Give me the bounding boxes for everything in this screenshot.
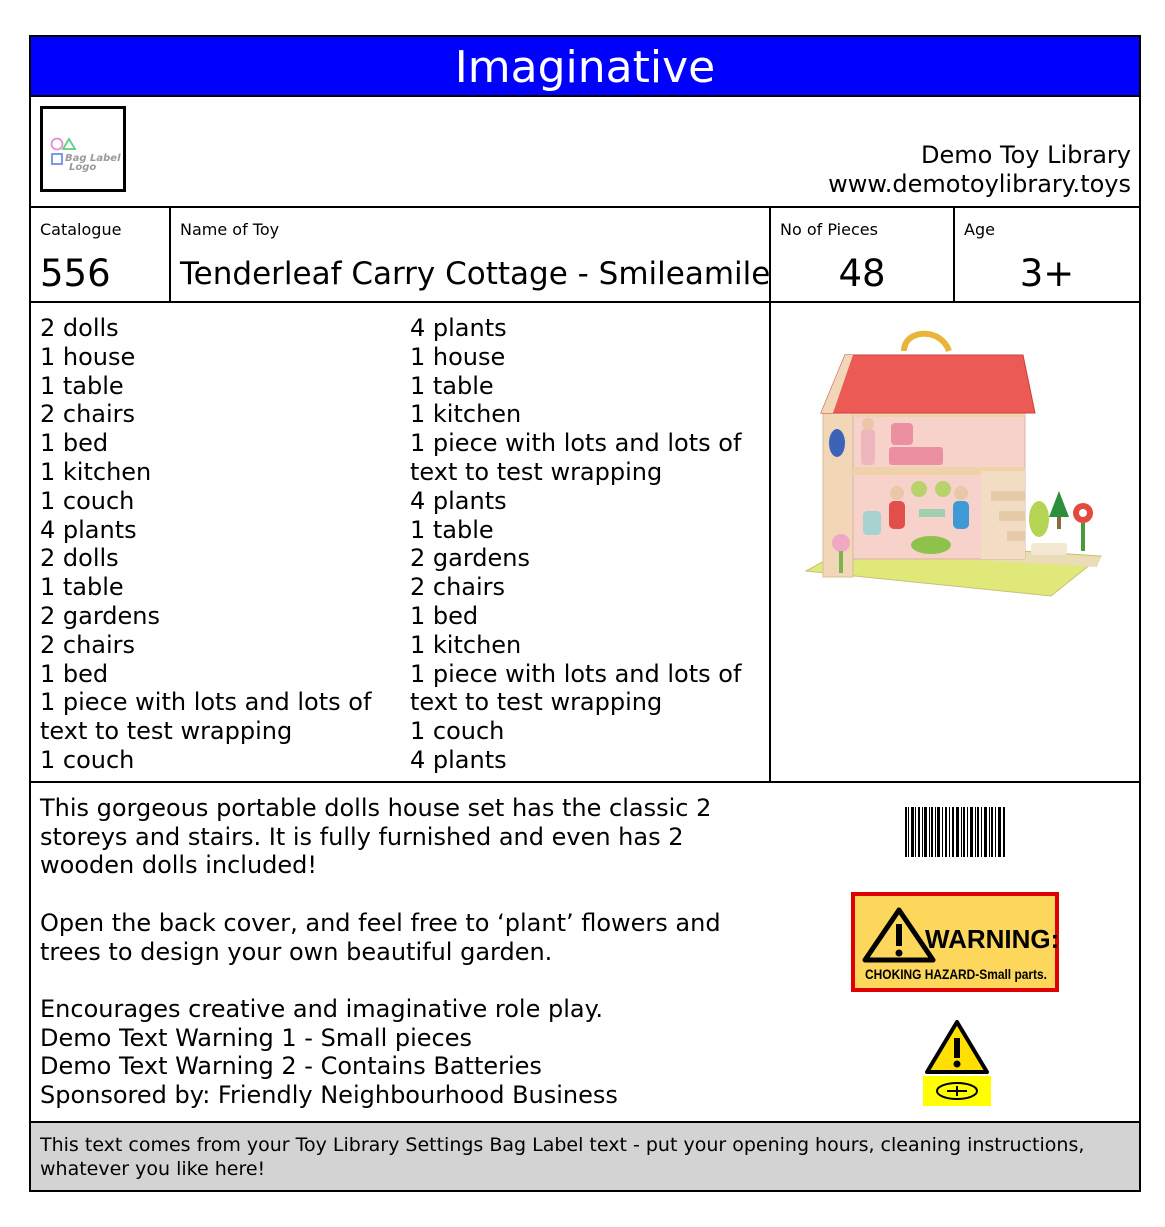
- list-item: 2 dolls: [40, 544, 119, 573]
- logo-shapes-icon: [43, 109, 123, 189]
- warning-triangle-icon: [851, 892, 1059, 992]
- list-item: 1 house: [40, 342, 136, 371]
- catalogue-number: 556: [40, 252, 111, 295]
- list-item: 1 house: [410, 342, 506, 371]
- warning-text-1: Demo Text Warning 1 - Small pieces: [40, 1023, 473, 1052]
- list-item: 2 chairs: [40, 630, 136, 659]
- list-item: 2 gardens: [40, 601, 160, 630]
- pieces-column-1: [40, 314, 385, 775]
- library-name: Demo Toy Library: [921, 141, 1131, 169]
- list-item: 2 dolls: [40, 314, 119, 342]
- list-item: 1 kitchen: [40, 457, 152, 486]
- list-item: 4 plants: [40, 515, 137, 544]
- toy-name: Tenderleaf Carry Cottage - Smileamile: [180, 256, 771, 292]
- catalogue-label: Catalogue: [40, 220, 122, 239]
- list-item: 2 chairs: [40, 400, 136, 429]
- toy-info-row: [31, 208, 1139, 303]
- list-item: 4 plants: [410, 486, 507, 515]
- age-cell: [955, 208, 1139, 301]
- logo-text-line2: Logo: [69, 162, 97, 173]
- age-label: Age: [964, 220, 995, 239]
- list-item: 1 bed: [40, 429, 109, 458]
- list-item: 1 piece with lots and lots of text to test wrapping: [410, 659, 742, 717]
- library-info: [828, 141, 1131, 199]
- list-item: 2 gardens: [410, 544, 530, 573]
- header-row: [31, 97, 1139, 208]
- bag-label: [29, 35, 1141, 1192]
- warning-title: WARNING:: [925, 924, 1059, 954]
- toy-description: [40, 794, 760, 1110]
- list-item: 4 plants: [410, 314, 507, 342]
- footer-note: [31, 1123, 1139, 1190]
- logo-text-line1: Bag Label: [65, 153, 121, 164]
- barcode-icon: [903, 807, 1007, 857]
- list-item: 1 couch: [40, 745, 135, 774]
- description-line: Encourages creative and imaginative role play.: [40, 994, 603, 1023]
- pieces-list: [31, 303, 771, 781]
- description-row: [31, 783, 1139, 1123]
- warning-text-2: Demo Text Warning 2 - Contains Batteries: [40, 1052, 542, 1081]
- toy-name-label: Name of Toy: [180, 220, 280, 239]
- choking-hazard-text: CHOKING HAZARD-Small parts.: [865, 966, 1047, 982]
- list-item: 1 bed: [410, 601, 479, 630]
- description-paragraph: Open the back cover, and feel free to ‘plant’ flowers and trees to design your own beautiful garden.: [40, 908, 721, 966]
- list-item: 1 piece with lots and lots of text to test wrapping: [410, 429, 742, 486]
- pieces-row: [31, 303, 1139, 783]
- dolls-house-photo: [801, 321, 1113, 601]
- toy-name-cell: [171, 208, 771, 301]
- footer-text: This text comes from your Toy Library Settings Bag Label text - put your opening hours, cleaning instructions, whatever you like here!: [40, 1134, 1085, 1180]
- list-item: 1 couch: [40, 486, 135, 515]
- list-item: 1 kitchen: [410, 400, 522, 429]
- age-value: 3+: [1019, 252, 1075, 295]
- list-item: 1 couch: [410, 717, 505, 746]
- list-item: 1 table: [40, 573, 124, 602]
- choking-hazard-warning: [851, 892, 1059, 992]
- category-banner: Imaginative: [31, 37, 1139, 97]
- description-paragraph: This gorgeous portable dolls house set has the classic 2 storeys and stairs. It is fully furnished and even has 2 wooden dolls included!: [40, 794, 712, 880]
- list-item: 1 bed: [40, 659, 109, 688]
- pieces-column-2: [410, 314, 755, 775]
- pieces-count-cell: [771, 208, 955, 301]
- list-item: 1 piece with lots and lots of text to test wrapping: [40, 688, 372, 746]
- list-item: 1 kitchen: [410, 630, 522, 659]
- list-item: 1 table: [410, 515, 494, 544]
- pieces-count-label: No of Pieces: [780, 220, 878, 239]
- list-item: 4 plants: [410, 745, 507, 774]
- list-item: 2 chairs: [410, 573, 506, 602]
- catalogue-cell: [31, 208, 171, 301]
- bag-label-logo: [40, 106, 126, 192]
- list-item: 1 table: [410, 371, 494, 400]
- pieces-count: 48: [838, 252, 886, 295]
- button-battery-warning-icon: [923, 1018, 991, 1108]
- library-url: www.demotoylibrary.toys: [828, 170, 1131, 198]
- sponsor-text: Sponsored by: Friendly Neighbourhood Business: [40, 1081, 618, 1109]
- list-item: 1 table: [40, 371, 124, 400]
